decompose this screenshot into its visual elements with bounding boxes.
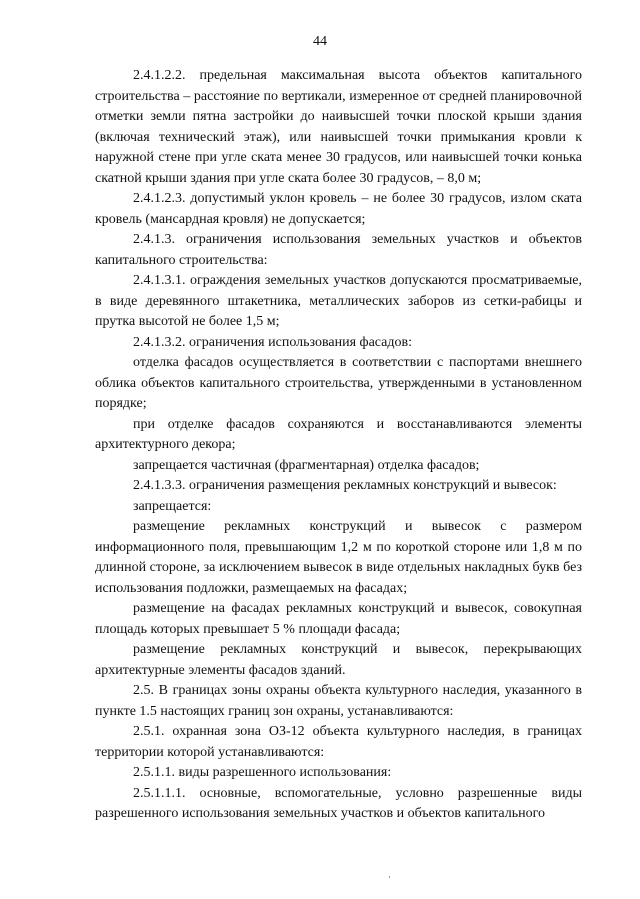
paragraph-2-5: 2.5. В границах зоны охраны объекта культурного наследия, указанного в пункте 1.5 настоящих границ зон охраны, устанавливаются: bbox=[95, 683, 582, 719]
paragraph-2-5-1-1-1: 2.5.1.1.1. основные, вспомогательные, условно разрешенные виды разрешенного использования земельных участков и объектов капитального bbox=[95, 785, 582, 821]
paragraph-prohibited: запрещается: bbox=[133, 498, 212, 514]
paragraph-2-4-1-2-2: 2.4.1.2.2. предельная максимальная высота объектов капитального строительства – расстояние по вертикали, измеренное от средней планировочной отметки земли пятна застройки до наивысшей точки плоской крыши здания (включая технический этаж), или наивысшей точки примыкания кровли к наружной стене при угле ската менее 30 градусов, или наивысшей точки конька скатной крыши здания при угле ската более 30 градусов, – 8,0 м; bbox=[95, 68, 582, 186]
paragraph-2-5-1: 2.5.1. охранная зона ОЗ-12 объекта культурного наследия, в границах территории которой устанавливаются: bbox=[95, 724, 582, 760]
paragraph-2-5-1-1: 2.5.1.1. виды разрешенного использования: bbox=[133, 765, 392, 780]
paragraph-facade-decor: при отделке фасадов сохраняются и восстанавливаются элементы архитектурного декора; bbox=[95, 416, 582, 452]
document-body bbox=[95, 66, 582, 825]
paragraph-sign-area: размещение на фасадах рекламных конструкций и вывесок, совокупная площадь которых превышает 5 % площади фасада; bbox=[95, 601, 582, 637]
paragraph-2-4-1-3: 2.4.1.3. ограничения использования земельных участков и объектов капитального строительства: bbox=[95, 232, 582, 268]
paragraph-partial-finishing: запрещается частичная (фрагментарная) отделка фасадов; bbox=[133, 457, 480, 473]
page-number: 44 bbox=[313, 34, 327, 49]
paragraph-2-4-1-3-2: 2.4.1.3.2. ограничения использования фасадов: bbox=[133, 334, 413, 350]
paragraph-2-4-1-3-3: 2.4.1.3.3. ограничения размещения рекламных конструкций и вывесок: bbox=[133, 478, 557, 493]
paragraph-facade-finishing: отделка фасадов осуществляется в соответствии с паспортами внешнего облика объектов капитального строительства, утвержденными в установленном порядке; bbox=[95, 355, 582, 411]
paragraph-2-4-1-2-3: 2.4.1.2.3. допустимый уклон кровель – не более 30 градусов, излом ската кровель (мансардная кровля) не допускается; bbox=[95, 191, 582, 227]
paragraph-2-4-1-3-1: 2.4.1.3.1. ограждения земельных участков допускаются просматриваемые, в виде деревянного штакетника, металлических заборов из сетки-рабицы и прутка высотой не более 1,5 м; bbox=[95, 273, 582, 329]
paragraph-sign-size: размещение рекламных конструкций и вывесок с размером информационного поля, превышающим 1,2 м по короткой стороне или 1,8 м по длинной стороне, за исключением вывесок в виде отдельных накладных букв без использования подложки, размещаемых на фасадах; bbox=[95, 519, 582, 596]
paragraph-sign-overlap: размещение рекламных конструкций и вывесок, перекрывающих архитектурные элементы фасадов зданий. bbox=[95, 642, 582, 678]
scan-speck bbox=[389, 876, 390, 878]
